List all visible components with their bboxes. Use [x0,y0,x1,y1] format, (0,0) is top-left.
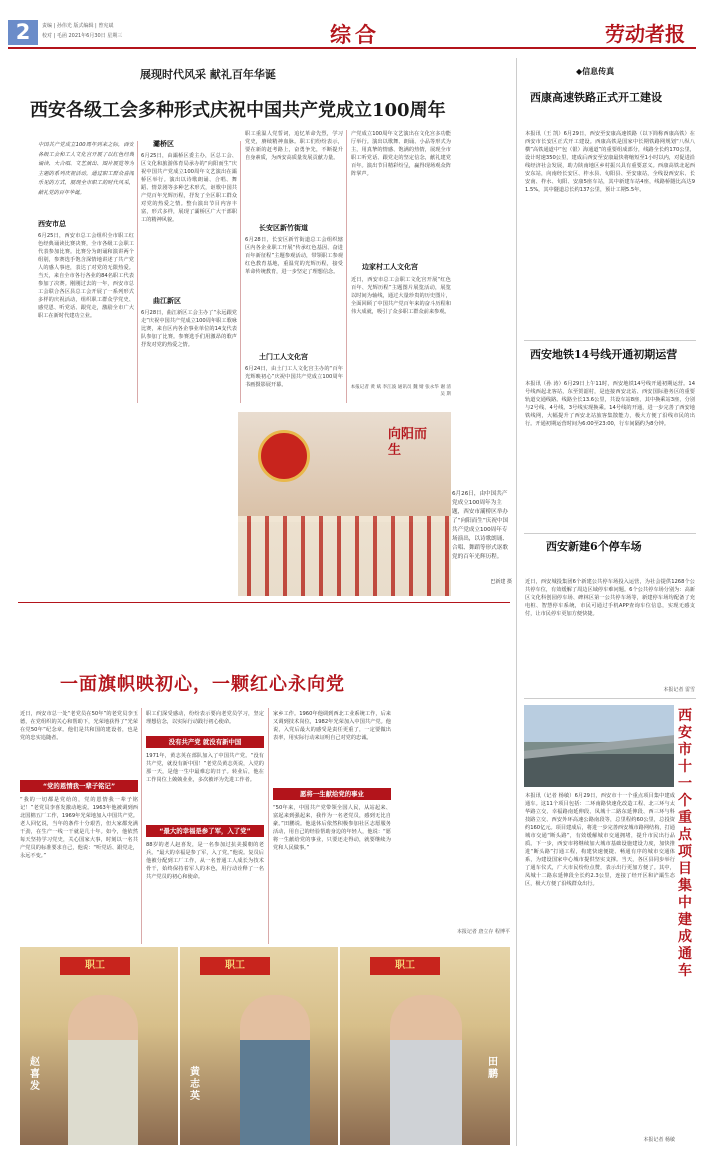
lead-intro: 中国共产党成立100周年到来之际，西安各级工会和工人文化宫开展了以红色经典诵读、大合唱、文艺演出、图片展览等为主题的系列庆祝活动，通过职工群众喜闻乐见的方式，展现全市职工的时代风采，献礼党的百年华诞。 [38,142,134,196]
flag-col3-top: 家乡工作。1960年他调到西北工业系统工作，后来又调到技术岗位，1982年光荣加入中国共产党。他说，入党后最大的感受是责任更重了，一定要做出表率，用实际行动来证明自己对党的忠诚。 [273,711,391,741]
flag-col1-intro: 近日，西安市总一处“老党员在50年”的老党员李玉德，在党组织的关心和帮助下，光荣地获得了“光荣在党50年”纪念章。他们是共和国的建设者，也是党的忠实追随者。 [20,711,138,741]
photo-banner: 职工 [370,957,440,975]
portrait-name: 黄志英 [190,1067,200,1102]
flag-sub4: 愿将一生献给党的事业 [273,788,391,800]
editor-info: 责编 | 孙伟光 版式编辑 | 曾宪斌 [42,23,114,29]
portrait-name: 赵喜发 [30,1057,40,1092]
news-item4-title: 西安市十一个重点项目集中建成通车 [678,708,692,979]
lead-col2b-body: 6月28日，曲江新区工会主办了“永远跟党走”庆祝中国共产党成立100周年职工歌咏比赛，来自区内各企事业单位的14支代表队参加了比赛。参赛选手们用激昂的歌声抒发对党的热爱之情。 [141,310,237,348]
lead-byline: 本报记者 黄 斌 李江波 通讯员 魏 婧 张永华 谢 清 吴 斯 [350,385,451,397]
lead-photo-caption: 6月26日，由中国共产党成立100周年为主题，西安市灞桥区举办了“向阳而生”庆祝中国共产党成立100周年专场演出，以诗歌朗诵、合唱、舞蹈等形式讴歌党的百年光辉历程。 [452,491,509,560]
news-item1-body: 本报讯（王 凯）6月29日，西安至安康高速铁路（以下简称西康高铁）在西安市长安区正式开工建设。西康高铁是国家中长期铁路网规划“八纵八横”高铁通道中“包（银）海通道”的重要组成部分，线路全长约170公里，设计时速350公里，建成后西安至安康最快将缩短至1小时以内，对促进沿线经济社会发展，助力陕南地区乡村振兴具有重要意义。西康高铁北起西安东站，向南经长安区、柞水县、旬阳县、至安康站，全线设西安东、长安南、柞水、旬阳、安康5座车站，其中新建车站4座，线路桥隧比高达91.5%，其中隧道总长约137公里，预计工期5.5年。 [525,131,695,193]
lead-col2-body: 6月25日，由灞桥区委主办，区总工会、区文化和旅游体育局承办的“向阳而生”庆祝中国共产党成立100周年文艺演出在灞桥区举行。演出以诗歌朗诵、合唱、舞蹈、情景剧等多种艺术形式，讴歌中国共产党百年光辉历程，抒发了全区职工群众对党的热爱之情。整台演出节目内容丰富，形式多样，展现了灞桥区广大干部职工的精神风貌。 [141,153,237,223]
column-divider [137,141,138,403]
page-number-badge: 2 [8,20,38,45]
lead-col3-body: 职工重温人党誓词，追忆革命先烈，学习党史，赓续精神血脉。职工们纷纷表示，要在新的赶考路上，奋勇争先，不断提升自身素质，为西安高质量发展贡献力量。 [245,131,343,161]
overpass [524,735,674,759]
flag-story-title: 一面旗帜映初心，一颗红心永向党 [60,674,345,695]
lead-photo [238,412,451,596]
lead-kicker: 展现时代风采 献礼百年华诞 [140,68,276,81]
flag-sub1: “党的恩情我一辈子铭记” [20,780,138,792]
news-divider [524,340,696,341]
news-item4-byline: 本报记者 杨敏 [643,1137,675,1143]
portrait-photo-3 [340,947,510,1145]
flag-sub2: 没有共产党 就没有新中国 [146,736,264,748]
news-item4-photo [524,705,674,787]
lead-photo-credit: 巴新建 摄 [490,579,512,585]
elder-portrait [240,995,310,1145]
portrait-photo-2 [180,947,338,1145]
lead-col1-body: 6月25日，西安市总工会组织全市职工红色经典诵读比赛决赛，全市各级工会职工代表参加比赛。比赛分为朗诵和演讲两个组别，参赛选手饱含深情地讲述了共产党人的感人事迹，表达了对党的无限热爱。当天，来自全市各行各业的84名职工代表参加了决赛。刚刚过去的一年，西安市总工会联合各区县总工会开展了一系列形式多样的庆祝活动，组织职工群众学党史、感党恩、听党话、跟党走，激励全市广大职工在新时代建功立业。 [38,233,134,319]
sub-head-xian: 西安市总 [38,220,66,228]
portrait-photo-1 [20,947,178,1145]
lead-title: 西安各级工会多种形式庆祝中国共产党成立100周年 [30,100,446,121]
photo-banner: 职工 [200,957,270,975]
date-info: 校对 | 毛函 2021年6月30日 星期三 [42,33,123,39]
flag-byline: 本报记者 唐立存 程博平 [456,929,510,935]
news-col-header: ◆信息传真 [576,67,615,76]
elder-portrait [68,995,138,1145]
column-divider [268,708,269,944]
portrait-name: 田鹏 [488,1057,498,1080]
party-emblem-icon [258,430,310,482]
flag-col2-body: 1971年，黄志英在部队加入了中国共产党。“没有共产党，就没有新中国！”老党员黄志英说，入党的那一天，是他一生中最难忘的日子。转业后，他在工作岗位上兢兢业业，多次被评为先进工作者。 [146,753,264,783]
performers [238,516,451,596]
flag-col2b-body: 88岁的老人赵喜发，是一名参加过抗美援朝的老兵。“最大的幸福是参了军，入了党。”他说。复员后他被分配到工厂工作，从一名普通工人成长为技术骨干，始终保持着军人的本色，用行动诠释了一名共产党员的初心和使命。 [146,842,264,880]
news-item4-body: 本报讯（记者 杨敏）6月29日，西安市十一个重点项目集中建成通车。这11个项目包括：二环南路快速化改造工程、北三环与太华路立交、幸福路南延伸段、凤城十二路东延伸段、西三环与科技路立交、西安外环高速公路南段等，总里程约60公里，总投资约160亿元。项目建成后，将进一步完善西安城市路网结构，打通城市交通“断头路”，有效缓解城市交通拥堵，提升市民出行品质。下一步，西安市将继续加大城市基础设施建设力度，加快推进“断头路”打通工程，构建快速便捷、畅通有序的城市交通体系，为建设国家中心城市提供坚实支撑。当天，各区县同步举行了通车仪式，广大市民纷纷点赞，表示出行更加方便了。其中，凤城十二路东延伸段全长约2.3公里，连接了经开区和浐灞生态区，极大方便了沿线群众出行。 [525,793,675,887]
flag-col3-body: “50年来，中国共产党带领全国人民，从站起来、富起来到强起来，我作为一名老党员，感到无比自豪。”田鹏说。他退休后依然积极参加社区志愿服务活动，用自己的经验帮助身边的年轻人，他说：“愿将一生献给党的事业，只要还走得动，就要继续为党和人民做事。” [273,805,391,851]
section-title: 综合 [330,23,380,47]
news-item2-body: 本报讯（孙 涛）6月29日上午11时，西安地铁14号线开通初期运营。14号线西起北客站，东至贺韶村，是连接西安北站、西安国际港务区的重要轨道交通线路。线路全长13.6公里，共设车站8座，其中换乘站3座，分别与2号线、4号线、3号线实现换乘。14号线的开通，进一步完善了西安地铁线网，大幅提升了西安北站旅客集散能力，极大方便了沿线市民的出行。开通初期运营时间为6:00至23:00，行车间隔约为8分钟。 [525,381,695,427]
news-item1-title: 西康高速铁路正式开工建设 [530,91,662,104]
news-divider [524,533,696,534]
sub-head-changan: 长安区新竹街道 [259,224,308,232]
news-divider [524,698,696,699]
backdrop-slogan: 向阳而生 [388,427,428,458]
elder-portrait [390,995,462,1145]
lead-col4b-body: 近日，西安市总工会职工文化宫开展“红色百年、光辉历程”主题图片展览活动，展览以时间为轴线，通过大量珍贵的历史图片，全面回顾了中国共产党百年来的奋斗历程和伟大成就，吸引了众多职工群众前来参观。 [351,277,451,315]
column-divider [240,141,241,403]
lead-col3b-body: 6月28日，长安区新竹街道总工会组织辖区内各企业职工开展“传承红色基因、奋进百年新征程”主题参观活动，带领职工参观红色教育基地，重温党的光辉历程，接受革命传统教育，进一步坚定了理想信念。 [245,237,343,275]
sub-head-baqiao: 灞桥区 [153,140,174,148]
sub-head-qujiang: 曲江新区 [153,297,181,305]
column-divider [346,130,347,403]
flag-col1-body: “我的一切都是党给的，党的恩情我一辈子铭记！”老党员李喜发激动地说。1963年他被调到西北国棉五厂工作，1969年光荣地加入中国共产党。老人回忆说，当年的条件十分艰苦，但大家都充满干劲，在生产一线一干就是几十年。如今，他依然每天坚持学习党史，关心国家大事，时刻以一名共产党员的标准要求自己，他说：“听党话、跟党走，永远不变。” [20,797,138,859]
news-item3-title: 西安新建6个停车场 [546,540,642,553]
lead-divider [18,602,510,603]
lead-col3c-body: 6月24日，由土门工人文化宫主办的“百年光辉映初心”庆祝中国共产党成立100周年书画摄影展开幕。 [245,366,343,388]
column-divider [141,708,142,944]
photo-banner: 职工 [60,957,130,975]
header-rule [8,47,696,49]
sub-head-bianjiacun: 边家村工人文化宫 [362,263,418,271]
masthead: 劳动者报 [605,22,685,46]
column-divider [516,58,517,1146]
news-item2-title: 西安地铁14号线开通初期运营 [530,348,678,361]
flag-col2-top: 职工们深受感动，纷纷表示要向老党员学习，坚定理想信念，以实际行动践行初心使命。 [146,711,264,725]
news-item3-body: 近日，西安城投集团6个新建公共停车场投入运营，为社会提供1268个公共停车位，有效缓解了周边区域停车难问题。6个公共停车场分别为：高新区文化科创园停车场、碑林区第一公共停车场等，新建停车场均配备了充电桩、智慧停车系统，市民可通过手机APP查询车位信息，实现无感支付，让市民停车更加方便快捷。 [525,579,695,617]
sub-head-tumen: 土门工人文化宫 [259,353,308,361]
lead-col4-body: 产党成立100周年文艺演出在文化宫多功能厅举行。演出以歌舞、朗诵、小品等形式为主，用真挚的情感、饱满的热情，展现全市职工听党话、跟党走的坚定信念，献礼建党百年。演出节目精彩纷呈，赢得现场观众阵阵掌声。 [351,131,451,177]
news-item3-byline: 本报记者 雷雪 [663,687,695,693]
flag-sub3: “最大的幸福是参了军，入了党” [146,825,264,837]
